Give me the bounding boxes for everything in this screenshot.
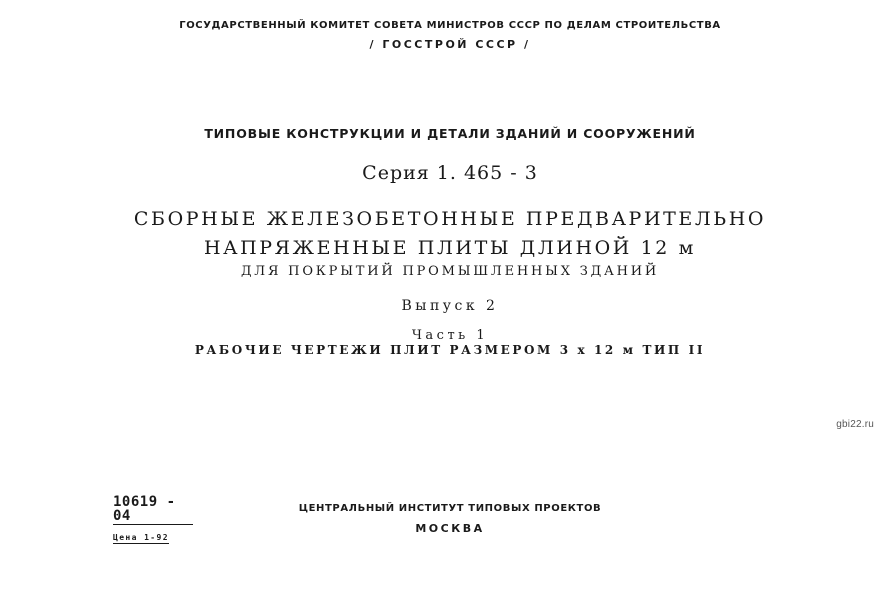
institute-name: ЦЕНТРАЛЬНЫЙ ИНСТИТУТ ТИПОВЫХ ПРОЕКТОВ [298,503,602,514]
main-title-line-1: СБОРНЫЕ ЖЕЛЕЗОБЕТОННЫЕ ПРЕДВАРИТЕЛЬНО [133,208,767,230]
document-price: Цена 1-92 [113,533,169,542]
drawings-title: РАБОЧИЕ ЧЕРТЕЖИ ПЛИТ РАЗМЕРОМ 3 х 12 м ТИП II [194,343,706,357]
part-label: Часть 1 [411,328,489,343]
document-code-number: 10619 - 04 [113,495,193,525]
issue-label: Выпуск 2 [401,298,499,314]
committee-header: ГОСУДАРСТВЕННЫЙ КОМИТЕТ СОВЕТА МИНИСТРОВ СССР ПО ДЕЛАМ СТРОИТЕЛЬСТВА [179,20,721,31]
watermark-text: gbi22.ru [836,419,874,430]
main-title-line-2: НАПРЯЖЕННЫЕ ПЛИТЫ ДЛИНОЙ 12 м [203,237,697,259]
series-title: ТИПОВЫЕ КОНСТРУКЦИИ И ДЕТАЛИ ЗДАНИЙ И СООРУЖЕНИЙ [204,126,696,141]
series-number: Серия 1. 465 - 3 [362,162,538,184]
city-name: МОСКВА [415,522,485,535]
committee-abbreviation: / ГОССТРОЙ СССР / [369,38,531,51]
main-title-line-3: ДЛЯ ПОКРЫТИЙ ПРОМЫШЛЕННЫХ ЗДАНИЙ [240,264,660,279]
